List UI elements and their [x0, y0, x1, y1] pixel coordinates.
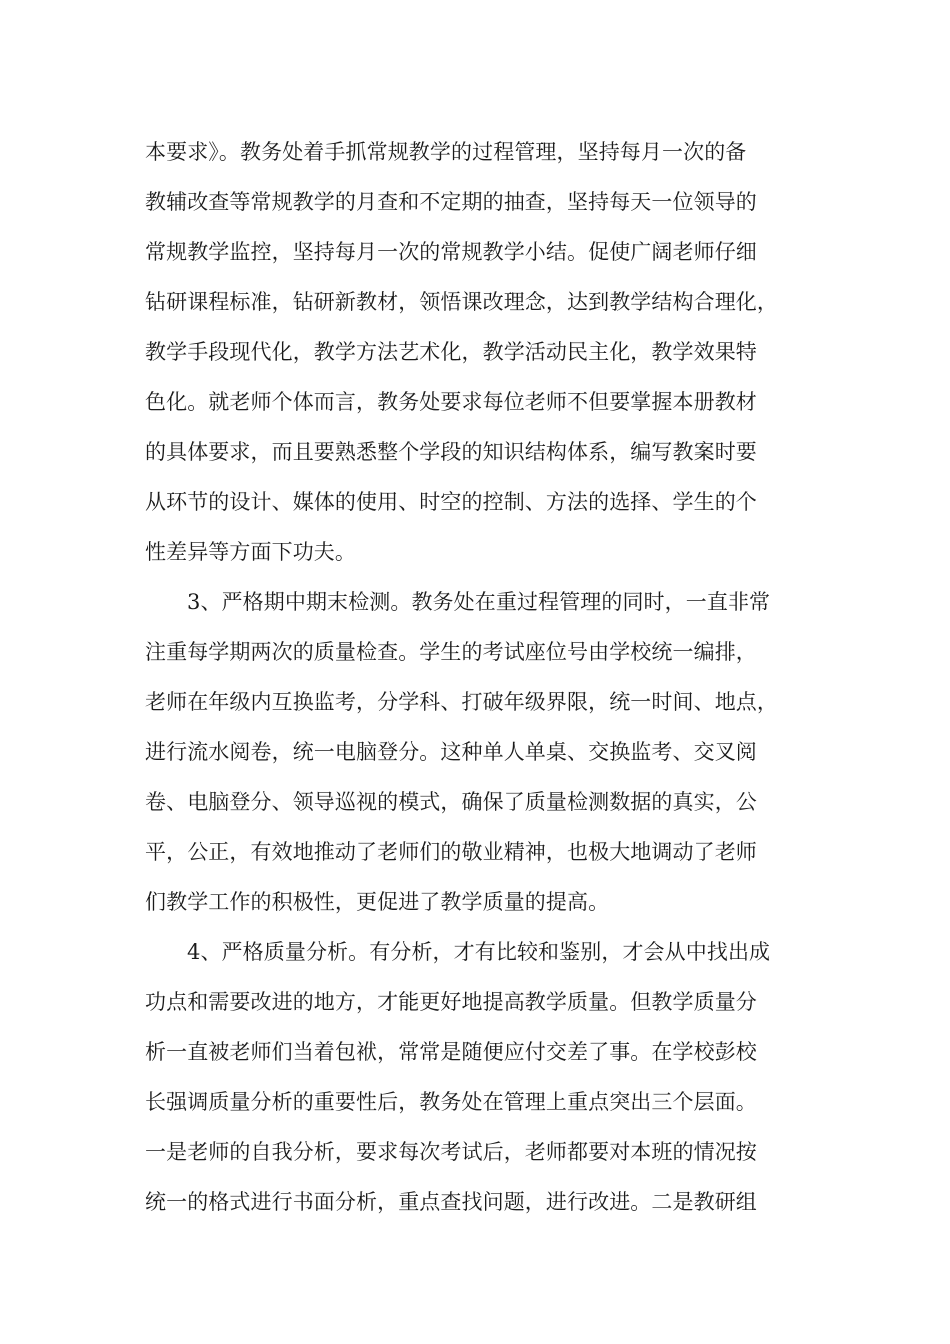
text-line: 从环节的设计、媒体的使用、时空的控制、方法的选择、学生的个	[145, 490, 757, 514]
text-line: 功点和需要改进的地方，才能更好地提高教学质量。但教学质量分	[145, 990, 757, 1014]
text-line: 一是老师的自我分析，要求每次考试后，老师都要对本班的情况按	[145, 1140, 757, 1164]
text-line: 的具体要求，而且要熟悉整个学段的知识结构体系，编写教案时要	[145, 440, 757, 464]
text-line: 教学手段现代化，教学方法艺术化，教学活动民主化，教学效果特	[145, 340, 757, 364]
document-body	[145, 127, 845, 1227]
text-line: 析一直被老师们当着包袱，常常是随便应付交差了事。在学校彭校	[145, 1040, 757, 1064]
text-line: 钻研课程标准，钻研新教材，领悟课改理念，达到教学结构合理化，	[145, 290, 778, 314]
text-line: 进行流水阅卷，统一电脑登分。这种单人单桌、交换监考、交叉阅	[145, 740, 757, 764]
text-line: 统一的格式进行书面分析，重点查找问题，进行改进。二是教研组	[145, 1190, 757, 1214]
text-line: 常规教学监控，坚持每月一次的常规教学小结。促使广阔老师仔细	[145, 240, 757, 264]
text-line: 老师在年级内互换监考，分学科、打破年级界限，统一时间、地点，	[145, 690, 778, 714]
text-line: 注重每学期两次的质量检查。学生的考试座位号由学校统一编排，	[145, 640, 757, 664]
text-line: 们教学工作的积极性，更促进了教学质量的提高。	[145, 890, 610, 914]
text-line: 色化。就老师个体而言，教务处要求每位老师不但要掌握本册教材	[145, 390, 757, 414]
text-line: 长强调质量分析的重要性后，教务处在管理上重点突出三个层面。	[145, 1090, 757, 1114]
text-line: 平，公正，有效地推动了老师们的敬业精神，也极大地调动了老师	[145, 840, 757, 864]
text-line: 教辅改查等常规教学的月查和不定期的抽查，坚持每天一位领导的	[145, 190, 757, 214]
text-line: 本要求》。教务处着手抓常规教学的过程管理，坚持每月一次的备	[145, 140, 747, 164]
text-line: 卷、电脑登分、领导巡视的模式，确保了质量检测数据的真实，公	[145, 790, 757, 814]
text-line: 性差异等方面下功夫。	[145, 540, 356, 564]
paragraph-start-line: 3、严格期中期末检测。教务处在重过程管理的同时，一直非常	[187, 590, 771, 614]
paragraph-start-line: 4、严格质量分析。有分析，才有比较和鉴别，才会从中找出成	[187, 940, 771, 964]
